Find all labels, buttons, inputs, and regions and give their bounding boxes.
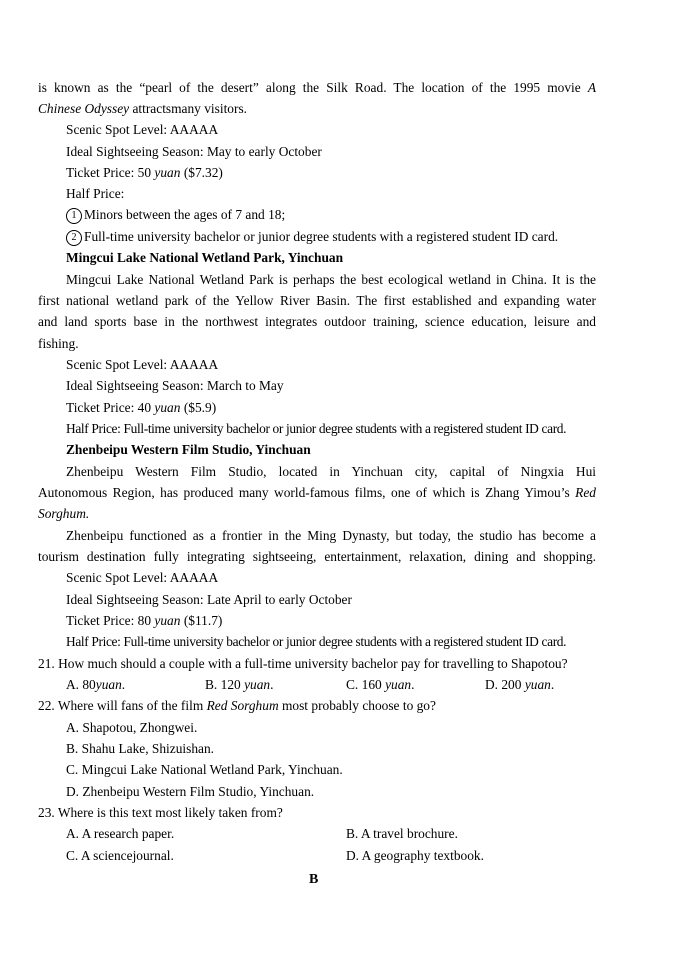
- mingcui-level: Scenic Spot Level: AAAAA: [66, 357, 219, 372]
- zhenbeipu-desc2-line-1: Zhenbeipu functioned as a frontier in the Ming Dynasty, but today, the studio has become a: [66, 528, 596, 543]
- circled-number-2: 2: [66, 230, 82, 246]
- q23-option-b[interactable]: B. A travel brochure.: [346, 826, 458, 841]
- mingcui-desc-line-2: first national wetland park of the Yellow River Basin. The first established and expanding water: [38, 293, 596, 308]
- shapotou-desc-line-1: is known as the “pearl of the desert” along the Silk Road. The location of the 1995 movie A: [38, 80, 596, 95]
- zhenbeipu-price: Ticket Price: 80 yuan ($11.7): [66, 613, 223, 628]
- q21-option-c[interactable]: C. 160 yuan.: [346, 677, 415, 692]
- zhenbeipu-desc2-line-2: tourism destination fully integrating sightseeing, entertainment, relaxation, dining and shopping.: [38, 549, 596, 564]
- shapotou-half-price-item-2: 2 Full-time university bachelor or junior degree students with a registered student ID card.: [66, 228, 596, 246]
- q22-option-c[interactable]: C. Mingcui Lake National Wetland Park, Yinchuan.: [66, 762, 343, 777]
- mingcui-half-price: Half Price: Full-time university bachelor or junior degree students with a registered student ID card.: [66, 421, 567, 436]
- shapotou-half-price: Half Price:: [66, 186, 125, 201]
- zhenbeipu-half-price: Half Price: Full-time university bachelor or junior degree students with a registered student ID card.: [66, 634, 567, 649]
- q22-option-b[interactable]: B. Shahu Lake, Shizuishan.: [66, 741, 215, 756]
- q21-option-a[interactable]: A. 80yuan.: [66, 677, 126, 692]
- mingcui-title: Mingcui Lake National Wetland Park, Yinchuan: [66, 250, 344, 265]
- q21-option-d[interactable]: D. 200 yuan.: [485, 677, 555, 692]
- shapotou-price: Ticket Price: 50 yuan ($7.32): [66, 165, 223, 180]
- mingcui-desc-line-4: fishing.: [38, 336, 79, 351]
- shapotou-season: Ideal Sightseeing Season: May to early October: [66, 144, 322, 159]
- q21-option-b[interactable]: B. 120 yuan.: [205, 677, 274, 692]
- q23-option-a[interactable]: A. A research paper.: [66, 826, 175, 841]
- mingcui-desc-line-3: and land sports base in the northwest integrates outdoor training, science education, leisure and: [38, 314, 596, 329]
- zhenbeipu-desc1-line-3: Sorghum.: [38, 506, 90, 521]
- zhenbeipu-title: Zhenbeipu Western Film Studio, Yinchuan: [66, 442, 311, 457]
- zhenbeipu-season: Ideal Sightseeing Season: Late April to early October: [66, 592, 352, 607]
- mingcui-season: Ideal Sightseeing Season: March to May: [66, 378, 284, 393]
- q23-option-d[interactable]: D. A geography textbook.: [346, 848, 484, 863]
- mingcui-price: Ticket Price: 40 yuan ($5.9): [66, 400, 217, 415]
- shapotou-level: Scenic Spot Level: AAAAA: [66, 122, 219, 137]
- section-mark: B: [309, 872, 319, 887]
- q22-option-d[interactable]: D. Zhenbeipu Western Film Studio, Yinchuan.: [66, 784, 315, 799]
- zhenbeipu-level: Scenic Spot Level: AAAAA: [66, 570, 219, 585]
- q23-option-c[interactable]: C. A sciencejournal.: [66, 848, 174, 863]
- zhenbeipu-desc1-line-2: Autonomous Region, has produced many world-famous films, one of which is Zhang Yimou’s Red: [38, 485, 596, 500]
- q22-option-a[interactable]: A. Shapotou, Zhongwei.: [66, 720, 198, 735]
- zhenbeipu-desc1-line-1: Zhenbeipu Western Film Studio, located in Yinchuan city, capital of Ningxia Hui: [66, 464, 596, 479]
- circled-number-1: 1: [66, 208, 82, 224]
- mingcui-desc-line-1: Mingcui Lake National Wetland Park is perhaps the best ecological wetland in China. It is the: [66, 272, 596, 287]
- shapotou-desc-line-2: Chinese Odyssey attractsmany visitors.: [38, 101, 248, 116]
- q22-stem: 22. Where will fans of the film Red Sorghum most probably choose to go?: [38, 698, 436, 713]
- shapotou-half-price-item-1: 1 Minors between the ages of 7 and 18;: [66, 206, 596, 224]
- q21-stem: 21. How much should a couple with a full-time university bachelor pay for travelling to Shapotou?: [38, 656, 568, 671]
- q23-stem: 23. Where is this text most likely taken from?: [38, 805, 283, 820]
